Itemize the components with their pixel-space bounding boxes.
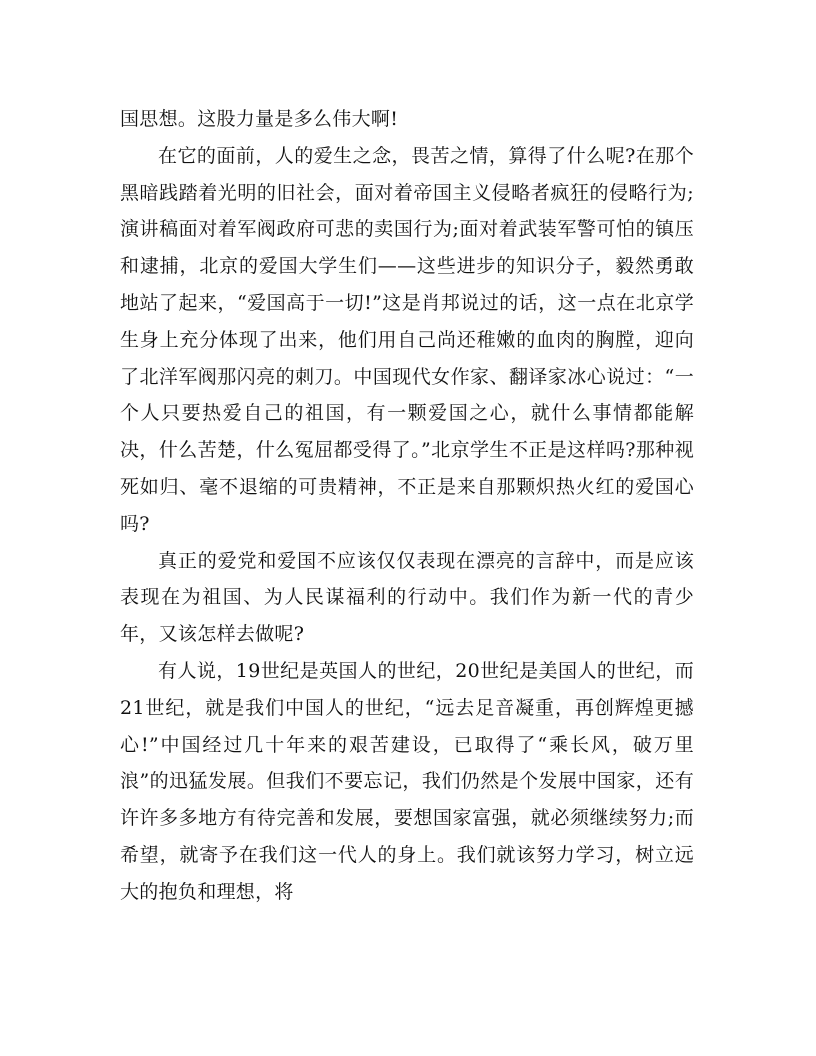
- paragraph-patriotic-action: 真正的爱党和爱国不应该仅仅表现在漂亮的言辞中，而是应该表现在为祖国、为人民谋福利的行动中。我们作为新一代的青少年，又该怎样去做呢?: [120, 549, 694, 646]
- paragraph-chinese-century: 有人说，19世纪是英国人的世纪，20世纪是美国人的世纪，而21世纪，就是我们中国人的世纪，“远去足音凝重，再创辉煌更撼心!”中国经过几十年来的艰苦建设，已取得了“乘长风，破万里浪”的迅猛发展。但我们不要忘记，我们仍然是个发展中国家，还有许许多多地方有待完善和发展，要想国家富强，就必须继续努力;而希望，就寄予在我们这一代人的身上。我们就该努力学习，树立远大的抱负和理想，将: [120, 659, 694, 903]
- paragraph-may-fourth-students: 在它的面前，人的爱生之念，畏苦之情，算得了什么呢?在那个黑暗践踏着光明的旧社会，面对着帝国主义侵略者疯狂的侵略行为;演讲稿面对着军阀政府可悲的卖国行为;面对着武装军警可怕的镇压和逮捕，北京的爱国大学生们——这些进步的知识分子，毅然勇敢地站了起来，“爱国高于一切!”这是肖邦说过的话，这一点在北京学生身上充分体现了出来，他们用自己尚还稚嫩的血肉的胸膛，迎向了北洋军阀那闪亮的刺刀。中国现代女作家、翻译家冰心说过：“一个人只要热爱自己的祖国，有一颗爱国之心，就什么事情都能解决，什么苦楚，什么冤屈都受得了。”北京学生不正是这样吗?那种视死如归、毫不退缩的可贵精神，不正是来自那颗炽热火红的爱国心吗?: [120, 144, 694, 535]
- paragraph-continuation: 国思想。这股力量是多么伟大啊!: [120, 108, 399, 130]
- document-body: [120, 101, 694, 911]
